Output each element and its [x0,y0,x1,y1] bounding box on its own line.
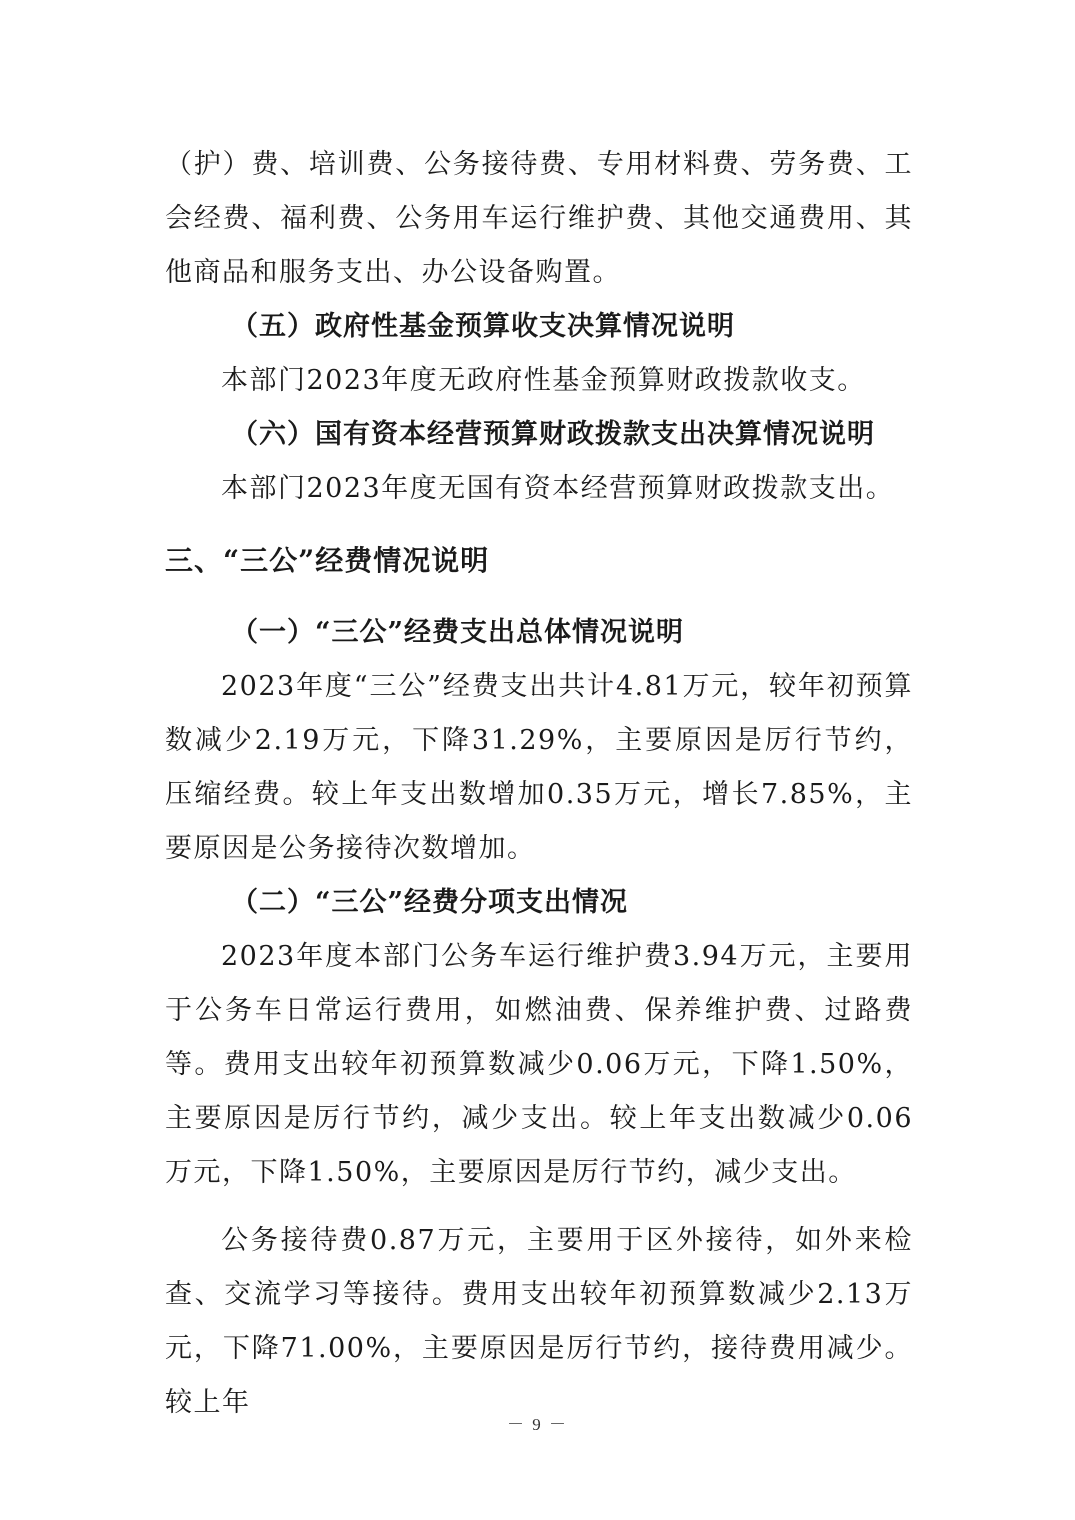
section-heading-three-public: 三、“三公”经费情况说明 [165,544,490,577]
paragraph-vehicle: 2023年度本部门公务车运行维护费3.94万元，主要用于公务车日常运行费用，如燃油费、保养维护费、过路费等。费用支出较年初预算数减少0.06万元，下降1.50%，主要原因是厉行节约，减少支出。较上年支出数减少0.06万元，下降1.50%，主要原因是厉行节约，减少支出。 [165,941,913,1188]
paragraph-overall: 2023年度“三公”经费支出共计4.81万元，较年初预算数减少2.19万元，下降31.29%，主要原因是厉行节约，压缩经费。较上年支出数增加0.35万元，增长7.85%，主要原因是公务接待次数增加。 [165,671,913,864]
heading-state-capital: （六）国有资本经营预算财政拨款支出决算情况说明 [231,419,875,450]
page-number: － 9 － [507,1415,568,1434]
heading-itemized: （二）“三公”经费分项支出情况 [231,887,629,918]
paragraph-state-capital: 本部门2023年度无国有资本经营预算财政拨款支出。 [221,473,895,504]
page-content [165,138,913,1430]
paragraph-continued: （护）费、培训费、公务接待费、专用材料费、劳务费、工会经费、福利费、公务用车运行维护费、其他交通费用、其他商品和服务支出、办公设备购置。 [165,149,913,288]
paragraph-reception: 公务接待费0.87万元，主要用于区外接待，如外来检查、交流学习等接待。费用支出较年初预算数减少2.13万元，下降71.00%，主要原因是厉行节约，接待费用减少。较上年 [165,1225,913,1418]
heading-overall: （一）“三公”经费支出总体情况说明 [231,617,685,648]
heading-government-fund: （五）政府性基金预算收支决算情况说明 [231,311,735,342]
paragraph-government-fund: 本部门2023年度无政府性基金预算财政拨款收支。 [221,365,866,396]
